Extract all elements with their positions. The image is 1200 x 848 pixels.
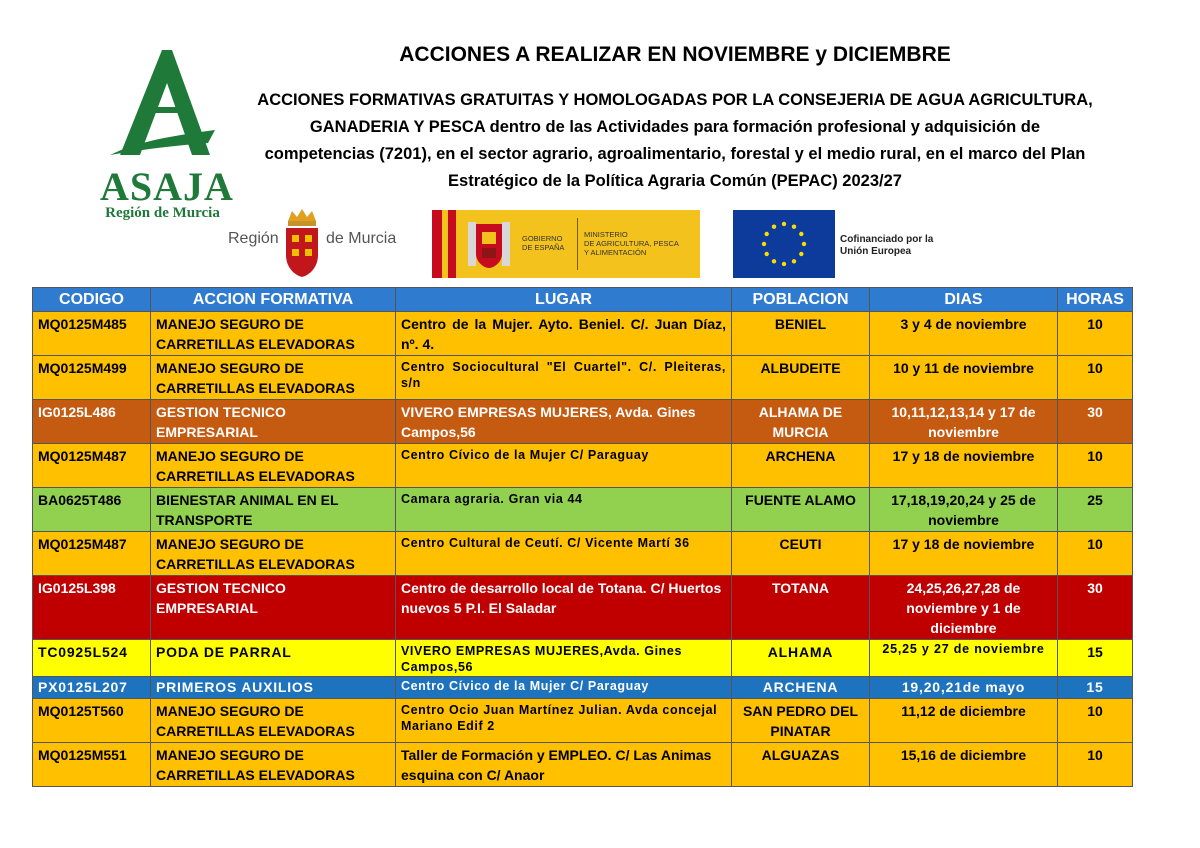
cell-poblacion: ALGUAZAS: [732, 743, 870, 787]
table-row: [33, 356, 1133, 400]
cell-lugar: Centro Cultural de Ceutí. C/ Vicente Martí 36: [396, 532, 732, 576]
cell-codigo: IG0125L486: [33, 400, 151, 444]
table-row: [33, 444, 1133, 488]
column-header-horas: HORAS: [1058, 288, 1133, 312]
column-header-accion: ACCION FORMATIVA: [151, 288, 396, 312]
murcia-coat-of-arms-icon: [282, 207, 322, 279]
cell-poblacion: SAN PEDRO DEL PINATAR: [732, 699, 870, 743]
gobierno-line-2: DE ESPAÑA: [522, 243, 565, 252]
cell-horas: 10: [1058, 532, 1133, 576]
table-row: [33, 312, 1133, 356]
cell-codigo: MQ0125M499: [33, 356, 151, 400]
table-header-row: [33, 288, 1133, 312]
cell-poblacion: ARCHENA: [732, 677, 870, 699]
cell-dias: 25,25 y 27 de noviembre: [870, 640, 1058, 677]
cell-horas: 10: [1058, 312, 1133, 356]
cell-codigo: MQ0125M551: [33, 743, 151, 787]
cell-dias: 10,11,12,13,14 y 17 de noviembre: [870, 400, 1058, 444]
murcia-logo-left-text: Región: [228, 230, 279, 247]
cell-poblacion: ARCHENA: [732, 444, 870, 488]
asaja-region: Región de Murcia: [105, 205, 220, 221]
cell-lugar: VIVERO EMPRESAS MUJERES,Avda. Gines Campos,56: [396, 640, 732, 677]
cell-lugar: Centro Ocio Juan Martínez Julian. Avda concejal Mariano Edif 2: [396, 699, 732, 743]
cell-horas: 25: [1058, 488, 1133, 532]
cell-poblacion: ALHAMA: [732, 640, 870, 677]
cell-codigo: PX0125L207: [33, 677, 151, 699]
table-row: [33, 677, 1133, 699]
cell-codigo: IG0125L398: [33, 576, 151, 640]
cell-horas: 15: [1058, 640, 1133, 677]
table-row: [33, 400, 1133, 444]
eu-cofinanced-logo: [733, 210, 943, 278]
ministry-line-1: MINISTERIO: [584, 230, 628, 239]
cell-dias: 11,12 de diciembre: [870, 699, 1058, 743]
column-header-dias: DIAS: [870, 288, 1058, 312]
cell-lugar: Centro Cívico de la Mujer C/ Paraguay: [396, 677, 732, 699]
gobierno-line-1: GOBIERNO: [522, 234, 563, 243]
cell-poblacion: BENIEL: [732, 312, 870, 356]
asaja-emblem-icon: [100, 45, 225, 165]
cell-horas: 10: [1058, 356, 1133, 400]
cell-horas: 10: [1058, 699, 1133, 743]
cell-codigo: MQ0125M487: [33, 532, 151, 576]
table-row: [33, 743, 1133, 787]
cell-poblacion: ALHAMA DE MURCIA: [732, 400, 870, 444]
gobierno-espana-logo: [432, 210, 700, 278]
cell-dias: 17 y 18 de noviembre: [870, 532, 1058, 576]
table-row: [33, 532, 1133, 576]
cell-horas: 10: [1058, 444, 1133, 488]
eu-text-line-1: Cofinanciado por la: [840, 234, 934, 245]
asaja-brand: ASAJA: [100, 164, 234, 209]
table-row: [33, 576, 1133, 640]
table-row: [33, 640, 1133, 677]
ministry-line-2: DE AGRICULTURA, PESCA: [584, 239, 679, 248]
page-title: ACCIONES A REALIZAR EN NOVIEMBRE y DICIEMBRE: [399, 43, 951, 66]
cell-accion: BIENESTAR ANIMAL EN EL TRANSPORTE: [151, 488, 396, 532]
cell-lugar: Centro de la Mujer. Ayto. Beniel. C/. Juan Díaz, nº. 4.: [396, 312, 732, 356]
eu-text-line-2: Unión Europea: [840, 246, 912, 257]
cell-accion: PODA DE PARRAL: [151, 640, 396, 677]
cell-horas: 30: [1058, 576, 1133, 640]
page-subtitle: ACCIONES FORMATIVAS GRATUITAS Y HOMOLOGADAS POR LA CONSEJERIA DE AGUA AGRICULTURA, GANADERIA Y PESCA dentro de las Actividades para formación profesional y adquisición de competencias (7201), en el sector agrario, agroalimentario, forestal y el medio rural, en el marco del Plan Estratégico de la Política Agraria Común (PEPAC) 2023/27: [257, 91, 1093, 190]
cell-accion: MANEJO SEGURO DE CARRETILLAS ELEVADORAS: [151, 532, 396, 576]
cell-codigo: TC0925L524: [33, 640, 151, 677]
cell-dias: 19,20,21de mayo: [870, 677, 1058, 699]
cell-codigo: MQ0125M485: [33, 312, 151, 356]
column-header-codigo: CODIGO: [33, 288, 151, 312]
cell-accion: MANEJO SEGURO DE CARRETILLAS ELEVADORAS: [151, 356, 396, 400]
cell-accion: MANEJO SEGURO DE CARRETILLAS ELEVADORAS: [151, 444, 396, 488]
cell-accion: GESTION TECNICO EMPRESARIAL: [151, 400, 396, 444]
cell-lugar: Camara agraria. Gran via 44: [396, 488, 732, 532]
column-header-poblacion: POBLACION: [732, 288, 870, 312]
cell-accion: GESTION TECNICO EMPRESARIAL: [151, 576, 396, 640]
cell-dias: 24,25,26,27,28 de noviembre y 1 de diciembre: [870, 576, 1058, 640]
cell-accion: MANEJO SEGURO DE CARRETILLAS ELEVADORAS: [151, 312, 396, 356]
cell-accion: MANEJO SEGURO DE CARRETILLAS ELEVADORAS: [151, 699, 396, 743]
cell-dias: 10 y 11 de noviembre: [870, 356, 1058, 400]
column-header-lugar: LUGAR: [396, 288, 732, 312]
cell-poblacion: FUENTE ALAMO: [732, 488, 870, 532]
cell-dias: 15,16 de diciembre: [870, 743, 1058, 787]
cell-horas: 30: [1058, 400, 1133, 444]
cell-lugar: Taller de Formación y EMPLEO. C/ Las Animas esquina con C/ Anaor: [396, 743, 732, 787]
table-row: [33, 699, 1133, 743]
cell-accion: PRIMEROS AUXILIOS: [151, 677, 396, 699]
cell-lugar: Centro Cívico de la Mujer C/ Paraguay: [396, 444, 732, 488]
cell-poblacion: CEUTI: [732, 532, 870, 576]
cell-accion: MANEJO SEGURO DE CARRETILLAS ELEVADORAS: [151, 743, 396, 787]
cell-poblacion: ALBUDEITE: [732, 356, 870, 400]
cell-dias: 17,18,19,20,24 y 25 de noviembre: [870, 488, 1058, 532]
cell-lugar: VIVERO EMPRESAS MUJERES, Avda. Gines Campos,56: [396, 400, 732, 444]
region-murcia-logo: [226, 205, 406, 280]
courses-table: [32, 287, 1133, 787]
murcia-logo-right-text: de Murcia: [326, 230, 397, 247]
eu-flag-icon: [733, 210, 835, 278]
cell-lugar: Centro Sociocultural "El Cuartel". C/. Pleiteras, s/n: [396, 356, 732, 400]
cell-dias: 3 y 4 de noviembre: [870, 312, 1058, 356]
cell-horas: 10: [1058, 743, 1133, 787]
ministry-line-3: Y ALIMENTACIÓN: [584, 248, 647, 257]
cell-lugar: Centro de desarrollo local de Totana. C/ Huertos nuevos 5 P.I. El Saladar: [396, 576, 732, 640]
cell-dias: 17 y 18 de noviembre: [870, 444, 1058, 488]
cell-codigo: BA0625T486: [33, 488, 151, 532]
cell-codigo: MQ0125T560: [33, 699, 151, 743]
cell-codigo: MQ0125M487: [33, 444, 151, 488]
cell-horas: 15: [1058, 677, 1133, 699]
cell-poblacion: TOTANA: [732, 576, 870, 640]
asaja-logo: [100, 45, 234, 225]
table-row: [33, 488, 1133, 532]
